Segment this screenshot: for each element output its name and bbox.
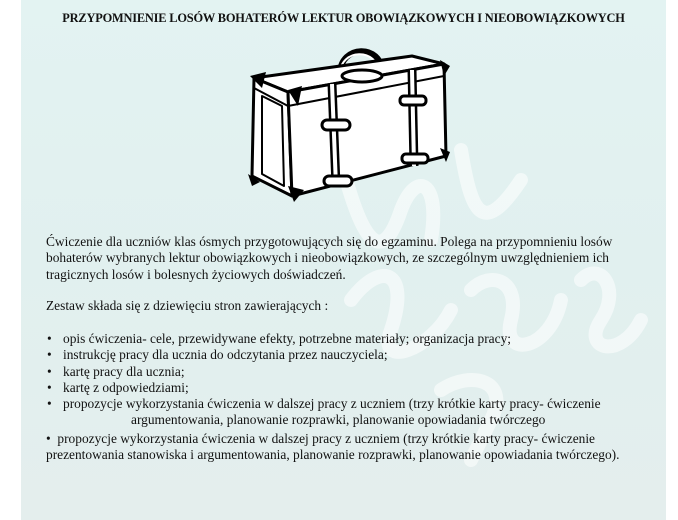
list-item <box>46 347 656 363</box>
bullet-icon: • <box>47 396 52 412</box>
list-item-text: kartę z odpowiedziami; <box>63 379 189 395</box>
list-item-text: instrukcję pracy dla ucznia do odczytania przez nauczyciela; <box>63 347 388 363</box>
final-list-item-text: propozycje wykorzystania ćwiczenia w dalszej pracy z uczniem (trzy krótkie karty pracy- ćwiczenie prezentowania stanowiska i argumentowania, planowanie rozprawki, planowanie opowiadania twórczego). <box>46 431 620 463</box>
final-list-item <box>46 431 651 464</box>
list-item-continuation: argumentowania, planowanie rozprawki, planowanie opowiadania twórczego <box>131 412 546 428</box>
intro-paragraph: Ćwiczenie dla uczniów klas ósmych przygotowujących się do egzaminu. Polega na przypomnieniu losów bohaterów wybranych lektur obowiązkowych i nieobowiązkowych, ze szczególnym uwzględnieniem ich tragicznych losów i bolesnych życiowych doświadczeń. <box>46 234 613 282</box>
page-title: PRZYPOMNIENIE LOSÓW BOHATERÓW LEKTUR OBOWIĄZKOWYCH I NIEOBOWIĄZKOWYCH <box>62 11 625 25</box>
contents-list <box>46 331 656 429</box>
list-item-text: propozycje wykorzystania ćwiczenia w dalszej pracy z uczniem (trzy krótkie karty pracy- ćwiczenie <box>63 396 601 412</box>
document-page <box>21 0 666 520</box>
bullet-icon: • <box>47 363 52 379</box>
list-item <box>46 364 656 380</box>
set-contents-heading: Zestaw składa się z dziewięciu stron zawierających : <box>46 298 329 313</box>
list-item <box>46 331 656 347</box>
bullet-icon: • <box>47 379 52 395</box>
bullet-icon: • <box>46 431 51 446</box>
list-item <box>46 380 656 396</box>
list-item-text: opis ćwiczenia- cele, przewidywane efekty, potrzebne materiały; organizacja pracy; <box>63 331 511 346</box>
bullet-icon: • <box>47 331 52 346</box>
bullet-icon: • <box>47 347 52 363</box>
list-item-text: kartę pracy dla ucznia; <box>63 363 185 379</box>
suitcase-icon <box>222 36 467 206</box>
list-item <box>46 396 656 429</box>
